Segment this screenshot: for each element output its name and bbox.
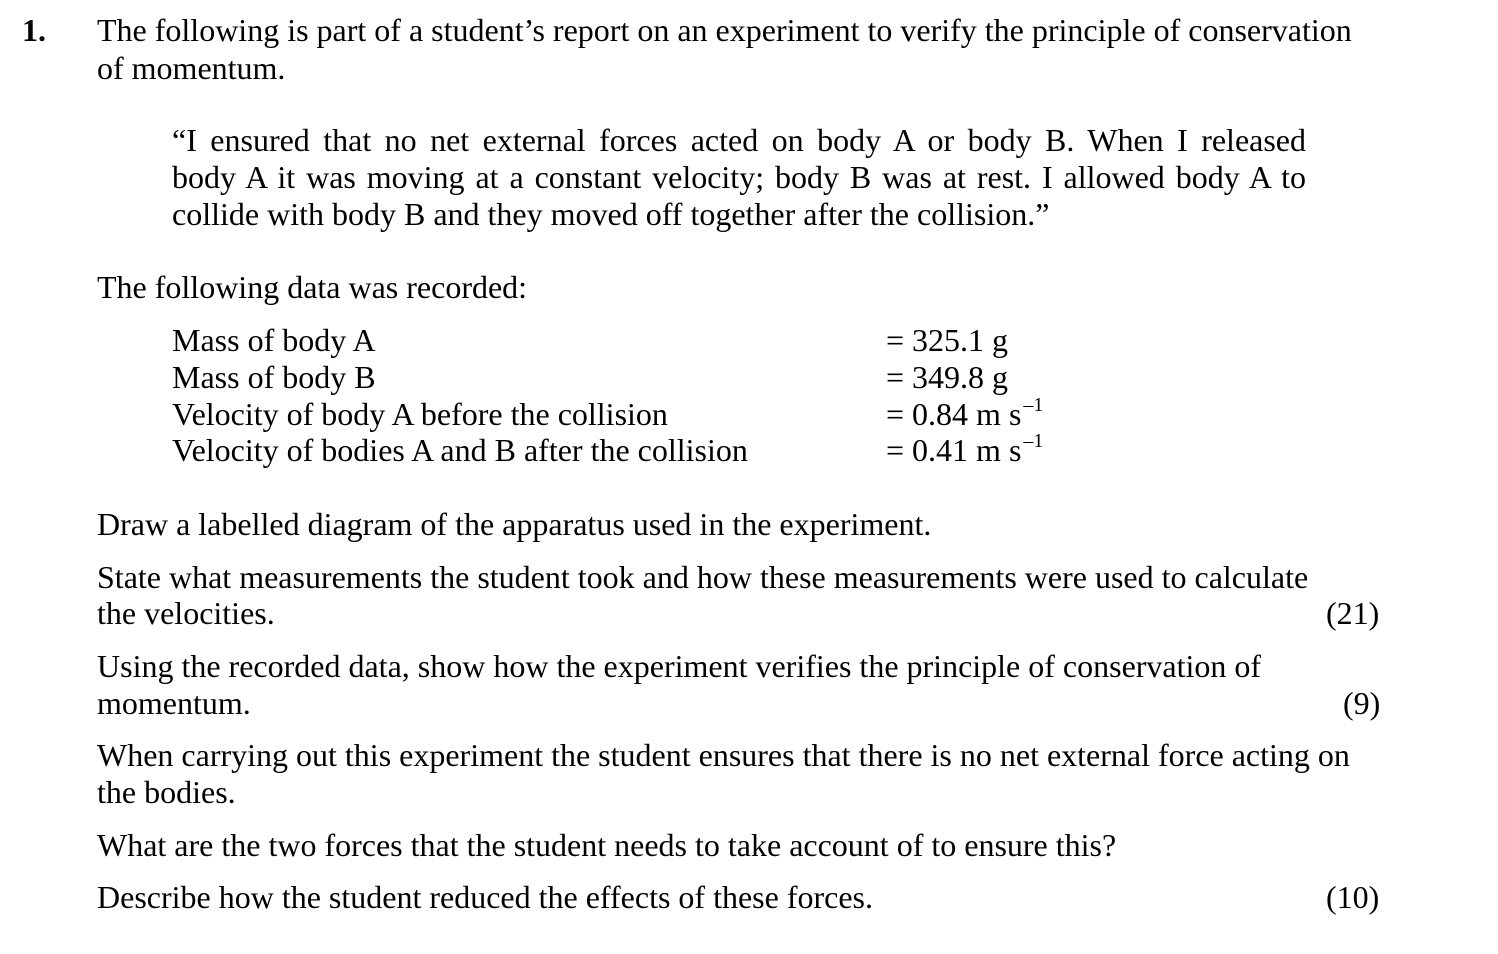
- part-when-line-2: the bodies.: [97, 774, 236, 810]
- unit-superscript: –1: [1023, 394, 1044, 416]
- part-what: What are the two forces that the student needs to take account of to ensure this?: [97, 827, 1117, 863]
- quote-line-3: collide with body B and they moved off together after the collision.”: [172, 196, 1050, 232]
- data-value-velocity-before: = 0.84 m s: [886, 396, 1022, 432]
- data-intro: The following data was recorded:: [97, 269, 528, 305]
- part-state-line-1: State what measurements the student took and how these measurements were used to calculate: [97, 559, 1309, 595]
- unit-superscript: –1: [1023, 430, 1044, 452]
- data-value-mass-b: = 349.8 g: [886, 359, 1009, 395]
- quote-line-2: body A it was moving at a constant velocity; body B was at rest. I allowed body A to: [172, 159, 1306, 195]
- part-describe: Describe how the student reduced the effects of these forces.: [97, 879, 873, 915]
- part-when-line-1: When carrying out this experiment the student ensures that there is no net external force acting on: [97, 737, 1350, 773]
- question-number: 1.: [22, 12, 46, 48]
- intro-line-2: of momentum.: [97, 50, 286, 86]
- intro-line-1: The following is part of a student’s report on an experiment to verify the principle of conservation: [97, 12, 1352, 48]
- data-value-velocity-before-row: [886, 394, 1044, 432]
- quote-line-1: “I ensured that no net external forces acted on body A or body B. When I released: [172, 122, 1306, 158]
- marks-10: (10): [1326, 879, 1380, 915]
- part-using-line-2: momentum.: [97, 685, 251, 721]
- part-draw: Draw a labelled diagram of the apparatus used in the experiment.: [97, 506, 932, 542]
- data-value-velocity-after-row: [886, 430, 1044, 468]
- data-label-velocity-before: Velocity of body A before the collision: [172, 396, 668, 432]
- data-value-velocity-after: = 0.41 m s: [886, 432, 1022, 468]
- data-label-mass-b: Mass of body B: [172, 359, 376, 395]
- part-state-line-2: the velocities.: [97, 595, 275, 631]
- data-label-mass-a: Mass of body A: [172, 322, 376, 358]
- part-using-line-1: Using the recorded data, show how the experiment verifies the principle of conservation of: [97, 648, 1262, 684]
- marks-9: (9): [1343, 685, 1381, 721]
- marks-21: (21): [1326, 595, 1380, 631]
- data-label-velocity-after: Velocity of bodies A and B after the collision: [172, 432, 748, 468]
- data-value-mass-a: = 325.1 g: [886, 322, 1009, 358]
